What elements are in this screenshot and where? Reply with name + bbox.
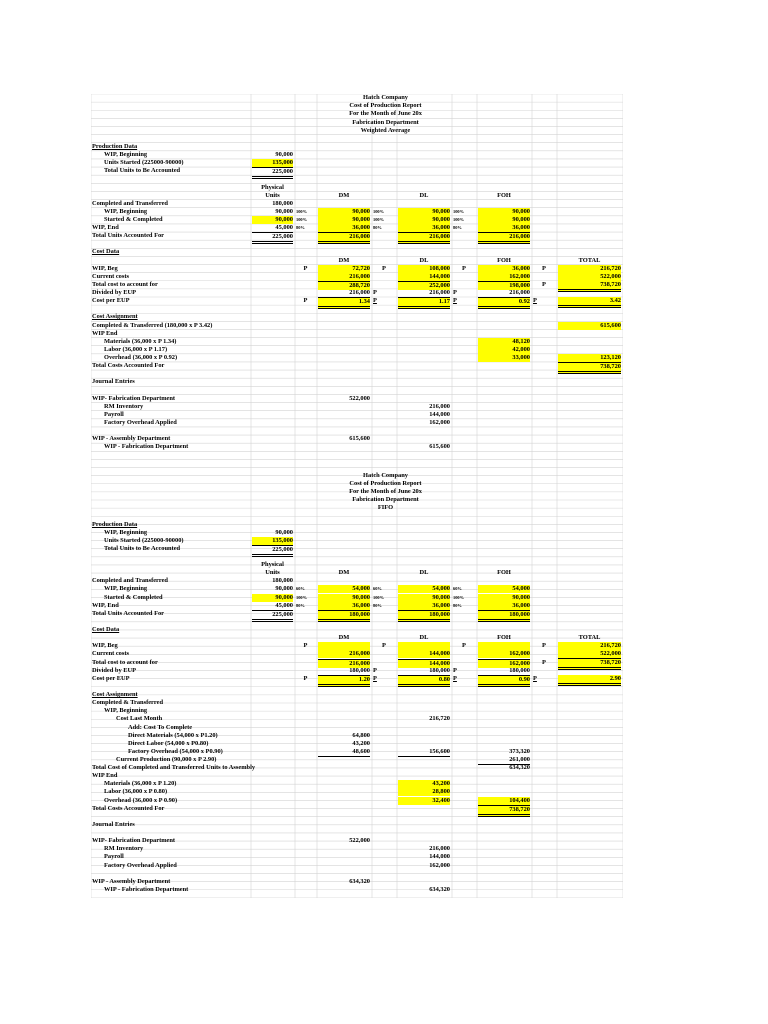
cost-total-label: Total cost to account for [92, 280, 158, 288]
peso-sign: P [373, 666, 377, 674]
cost-wip-beg-label: WIP, Beg [92, 642, 118, 650]
cost-last-month: 216,720 [429, 715, 450, 723]
cost-dm-header: DM [338, 634, 350, 642]
started-completed-dl: 90,000 [398, 594, 450, 602]
cost-current-dl: 144,000 [398, 273, 450, 281]
wip-end-labor-label: Labor (36,000 x P 0.80) [104, 788, 168, 796]
cost-assignment-heading: Cost Assignment [92, 691, 138, 699]
peso-sign: P [373, 297, 377, 305]
total-units-accounted: 225,000 [252, 610, 293, 622]
foh-header: FOH [497, 191, 511, 199]
cost-current-foh: 162,000 [478, 650, 530, 658]
cost-total-label: Total cost to account for [92, 658, 158, 666]
cost-wip-beg-total: 216,720 [558, 265, 621, 273]
cost-wip-beg-dm [318, 642, 370, 650]
complete-foh-label: Factory Overhead (54,000 x P0.90) [128, 747, 223, 755]
cost-dl-header: DL [419, 256, 429, 264]
journal-e2-credit-label: WIP - Fabrication Department [104, 443, 189, 451]
started-completed-foh: 90,000 [478, 594, 530, 602]
started-completed-dm: 90,000 [318, 594, 370, 602]
started-completed-dm-pct: 100% [296, 217, 307, 222]
divided-eup-foh: 180,000 [509, 666, 530, 674]
wip-beginning-dm-pct: 60% [296, 586, 305, 592]
divided-eup-foh: 216,000 [509, 289, 530, 297]
wip-end-materials: 43,200 [398, 780, 450, 788]
journal-e1-c2-label: Payroll [104, 410, 124, 418]
cost-current-total: 522,000 [558, 273, 621, 282]
journal-e1-c3-label: Factory Overhead Applied [104, 861, 177, 869]
cost-per-eup-dl: 0.80 [398, 675, 450, 687]
wip-end-physical: 45,000 [275, 601, 293, 609]
cost-total-total: 738,720 [558, 659, 621, 670]
cost-per-eup-total: 2.90 [558, 675, 621, 686]
journal-e2-debit: 634,320 [349, 877, 370, 885]
peso-sign: P [382, 642, 386, 650]
units-header: Units [265, 191, 280, 199]
peso-sign: P [542, 264, 546, 272]
report-period: For the Month of June 20x [349, 488, 422, 496]
started-completed-label: Started & Completed [104, 216, 163, 223]
wip-end-label: WIP, End [92, 601, 119, 609]
total-units-accounted-label: Total Units Accounted For [92, 609, 165, 617]
complete-foh: 48,600 [318, 748, 370, 757]
cost-total-header: TOTAL [578, 256, 601, 264]
journal-e1-debit-label: WIP- Fabrication Department [92, 394, 176, 402]
wip-end-materials-label: Materials (36,000 x P 1.34) [104, 337, 177, 345]
peso-sign: P [453, 297, 457, 305]
physical-header: Physical [261, 183, 284, 191]
wip-end-foh: 36,000 [478, 602, 530, 610]
journal-e1-debit: 522,000 [349, 394, 370, 402]
wip-beginning-physical: 90,000 [275, 585, 293, 593]
journal-e2-credit-label: WIP - Fabrication Department [104, 885, 189, 893]
wip-end-foh: 36,000 [478, 224, 530, 232]
wip-end-dl-pct: 80% [373, 225, 382, 231]
production-units-started: 135,000 [252, 159, 293, 167]
units-header: Units [265, 569, 280, 577]
current-production: 261,000 [478, 756, 530, 765]
physical-header: Physical [261, 561, 284, 569]
started-completed-physical: 90,000 [252, 594, 293, 602]
cost-current-foh: 162,000 [478, 273, 530, 281]
cost-wip-beg-foh [478, 642, 530, 650]
total-costs-accounted: 738,720 [478, 805, 530, 817]
total-eup-dm: 180,000 [318, 610, 370, 622]
completed-transferred-units: 180,000 [272, 199, 293, 207]
peso-sign: P [303, 674, 308, 682]
production-data-heading: Production Data [92, 520, 138, 528]
started-completed-foh-pct: 100% [453, 594, 464, 600]
total-completed: 634,320 [509, 764, 530, 772]
wip-beginning-label: WIP, Beginning [104, 585, 148, 593]
wip-beginning-dm-pct: 100% [296, 208, 307, 214]
total-costs-accounted-label: Total Costs Accounted For [92, 362, 165, 370]
wip-beginning-dl-pct: 60% [373, 586, 382, 592]
cost-foh-header: FOH [497, 256, 511, 264]
wip-end-label: WIP, End [92, 224, 119, 232]
total-costs-accounted-label: Total Costs Accounted For [92, 804, 165, 812]
report-title: Cost of Production Report [349, 102, 422, 110]
wip-end-overhead-label: Overhead (36,000 x P 0.92) [104, 354, 178, 362]
wip-end-dm: 36,000 [318, 224, 370, 232]
completed-transferred-cost-label: Completed & Transferred (180,000 x P 3.42) [92, 321, 213, 329]
cost-per-eup-total: 3.42 [558, 297, 621, 308]
divided-eup-dl: 216,000 [429, 289, 450, 297]
total-eup-dl: 180,000 [398, 610, 450, 622]
cost-per-eup-label: Cost per EUP [92, 297, 130, 305]
current-production-label: Current Production (90,000 x P 2.90) [116, 755, 217, 763]
report-department: Fabrication Department [352, 118, 419, 126]
wip-end-dm-pct: 80% [296, 225, 305, 231]
peso-sign: P [303, 264, 308, 272]
peso-sign: P [533, 297, 537, 305]
cost-per-eup-foh: 0.90 [478, 675, 530, 687]
journal-entries-heading: Journal Entries [92, 820, 135, 828]
cost-current-dm: 216,000 [318, 273, 370, 281]
cost-data-heading: Cost Data [92, 248, 120, 256]
completed-transferred-units: 180,000 [272, 577, 293, 585]
wip-beginning-foh-pct: 60% [453, 586, 462, 592]
journal-e2-debit: 615,600 [349, 435, 370, 443]
production-total-units: 225,000 [252, 167, 293, 179]
wip-end-dl: 36,000 [398, 224, 450, 232]
report-company: Hatch Company [363, 471, 408, 479]
wip-end-foh-pct: 80% [453, 225, 462, 231]
cost-total-foh: 198,000 [478, 281, 530, 290]
journal-e1-c2: 144,000 [429, 853, 450, 861]
production-wip-beg: 90,000 [275, 528, 293, 536]
wip-end-total: 123,120 [558, 354, 621, 362]
journal-e1-c1: 216,000 [429, 845, 450, 853]
dm-header: DM [338, 191, 350, 199]
cost-per-eup-label: Cost per EUP [92, 674, 130, 682]
report-department: Fabrication Department [352, 496, 419, 504]
journal-e1-c1-label: RM Inventory [104, 845, 144, 853]
journal-e1-c1-label: RM Inventory [104, 402, 144, 410]
dl-header: DL [419, 191, 429, 199]
complete-dm: 64,800 [352, 731, 370, 739]
completed-transferred-cost: 615,600 [558, 322, 621, 330]
cost-wip-beg-foh: 36,000 [478, 265, 530, 273]
wip-beg-total: 373,320 [509, 747, 530, 755]
journal-e2-credit: 634,320 [429, 885, 450, 893]
wip-beginning-dm: 90,000 [318, 208, 370, 216]
cost-total-dm: 288,720 [318, 281, 370, 290]
peso-sign: P [373, 289, 377, 297]
cost-wip-beg-total: 216,720 [558, 642, 621, 650]
wip-beginning-foh: 54,000 [478, 585, 530, 593]
journal-e1-c1: 216,000 [429, 402, 450, 410]
cost-per-eup-dm: 1.20 [318, 675, 370, 687]
peso-sign: P [542, 280, 546, 288]
wip-beginning-dl: 90,000 [398, 208, 450, 216]
complete-dm-label: Direct Materials (54,000 x P1.20) [128, 731, 218, 739]
production-wip-beg: 90,000 [275, 151, 293, 159]
peso-sign: P [542, 642, 546, 650]
divided-eup-dm: 180,000 [349, 666, 370, 674]
production-wip-beg-label: WIP, Beginning [104, 151, 148, 159]
wip-end-materials: 48,120 [478, 338, 530, 346]
total-completed-label: Total Cost of Completed and Transferred Units to Assembly [92, 764, 256, 772]
cost-total-header: TOTAL [578, 634, 601, 642]
production-total-units: 225,000 [252, 545, 293, 557]
wip-end-dl-pct: 80% [373, 602, 382, 608]
wip-end-physical: 45,000 [275, 224, 293, 232]
wip-beginning-physical: 90,000 [275, 207, 293, 215]
cost-wip-beg-dm: 72,720 [318, 265, 370, 273]
cost-total-dl: 144,000 [398, 659, 450, 668]
complete-dl-label: Direct Labor (54,000 x P0.80) [128, 739, 209, 747]
production-wip-beg-label: WIP, Beginning [104, 528, 148, 536]
cost-foh-header: FOH [497, 634, 511, 642]
total-costs-accounted: 738,720 [558, 362, 621, 374]
cost-current-label: Current costs [92, 272, 129, 280]
cost-total-dm: 216,000 [318, 659, 370, 668]
cost-last-month-label: Cost Last Month [116, 715, 163, 723]
production-data-heading: Production Data [92, 142, 138, 150]
peso-sign: P [382, 264, 386, 272]
wip-end-dm: 36,000 [318, 602, 370, 610]
started-completed-dl: 90,000 [398, 216, 450, 224]
started-completed-dl-pct: 100% [373, 217, 384, 222]
complete-dl: 43,200 [352, 739, 370, 747]
completed-transferred-label: Completed & Transferred [92, 699, 163, 707]
cost-per-eup-foh: 0.92 [478, 297, 530, 309]
wip-end-labor: 28,800 [398, 788, 450, 796]
cost-current-total: 522,000 [558, 650, 621, 659]
wip-beginning-dm: 54,000 [318, 585, 370, 593]
journal-e1-c3: 162,000 [429, 419, 450, 426]
wip-end-labor: 42,000 [478, 346, 530, 354]
wip-end-label: WIP End [92, 772, 118, 780]
production-total-units-label: Total Units to Be Accounted [104, 167, 181, 175]
cost-current-dl: 144,000 [398, 650, 450, 658]
total-eup-foh: 180,000 [478, 610, 530, 622]
wip-end-dl: 36,000 [398, 602, 450, 610]
peso-sign: P [303, 297, 308, 305]
spreadsheet-page [91, 94, 623, 898]
started-completed-dm: 90,000 [318, 216, 370, 224]
journal-e2-credit: 615,600 [429, 443, 450, 451]
wip-end-foh-pct: 80% [453, 602, 462, 608]
report-company: Hatch Company [363, 94, 408, 102]
cost-current-label: Current costs [92, 650, 129, 658]
journal-e1-c2-label: Payroll [104, 853, 124, 861]
total-eup-dl: 216,000 [398, 232, 450, 244]
report-title: Cost of Production Report [349, 479, 422, 487]
peso-sign: P [453, 289, 457, 297]
divided-eup-dl: 180,000 [429, 666, 450, 674]
peso-sign: P [542, 658, 546, 666]
started-completed-dm-pct: 100% [296, 594, 307, 600]
completed-transferred-label: Completed and Transferred [92, 577, 168, 585]
total-eup-dm: 216,000 [318, 232, 370, 244]
journal-e1-c2: 144,000 [429, 410, 450, 418]
wip-beginning-label: WIP, Beginning [104, 207, 148, 215]
complete-sum: 156,600 [398, 748, 450, 757]
started-completed-physical: 90,000 [252, 216, 293, 224]
journal-entries-heading: Journal Entries [92, 378, 135, 386]
cost-wip-beg-dl [398, 642, 450, 650]
cost-current-dm: 216,000 [318, 650, 370, 658]
foh-header: FOH [497, 569, 511, 577]
cost-wip-beg-label: WIP, Beg [92, 264, 118, 272]
divided-eup-label: Divided by EUP [92, 289, 137, 297]
journal-e1-c3-label: Factory Overhead Applied [104, 419, 177, 426]
cost-dl-header: DL [419, 634, 429, 642]
peso-sign: P [303, 642, 308, 650]
journal-e1-c3: 162,000 [429, 861, 450, 869]
assign-wip-beg-label: WIP, Beginning [104, 707, 148, 715]
wip-end-labor-label: Labor (36,000 x P 1.17) [104, 345, 168, 353]
peso-sign: P [453, 674, 457, 682]
started-completed-label: Started & Completed [104, 593, 163, 601]
report-method: Weighted Average [360, 126, 411, 134]
peso-sign: P [462, 642, 466, 650]
add-cost-to-complete-label: Add: Cost To Complete [128, 723, 193, 731]
cost-per-eup-dl: 1.17 [398, 297, 450, 309]
wip-beginning-foh: 90,000 [478, 208, 530, 216]
total-units-accounted: 225,000 [252, 232, 293, 244]
cost-total-total: 738,720 [558, 281, 621, 292]
wip-beginning-foh-pct: 100% [453, 208, 464, 214]
cost-data-heading: Cost Data [92, 626, 120, 634]
cost-wip-beg-dl: 108,000 [398, 265, 450, 273]
production-total-units-label: Total Units to Be Accounted [104, 544, 181, 552]
cost-dm-header: DM [338, 256, 350, 264]
dm-header: DM [338, 569, 350, 577]
started-completed-dl-pct: 100% [373, 594, 384, 600]
dl-header: DL [419, 569, 429, 577]
wip-end-overhead-label: Overhead (36,000 x P 0.90) [104, 796, 178, 804]
peso-sign: P [373, 674, 377, 682]
journal-e2-debit-label: WIP - Assembly Department [92, 435, 171, 443]
cost-assignment-heading: Cost Assignment [92, 313, 138, 321]
started-completed-foh: 90,000 [478, 216, 530, 224]
journal-e1-debit: 522,000 [349, 837, 370, 845]
completed-transferred-label: Completed and Transferred [92, 199, 168, 207]
wip-end-overhead: 33,000 [478, 354, 530, 362]
production-units-started: 135,000 [252, 537, 293, 545]
wip-end-label: WIP End [92, 329, 118, 337]
report-period: For the Month of June 20x [349, 110, 422, 118]
peso-sign: P [533, 674, 537, 682]
production-units-started-label: Units Started (225000-90000) [104, 536, 184, 544]
cost-per-eup-dm: 1.34 [318, 297, 370, 309]
wip-beginning-dl-pct: 100% [373, 208, 384, 214]
total-units-accounted-label: Total Units Accounted For [92, 232, 165, 240]
report-method: FIFO [377, 504, 394, 512]
wip-end-overhead: 32,400 [398, 797, 450, 805]
journal-e2-debit-label: WIP - Assembly Department [92, 877, 171, 885]
wip-beginning-dl: 54,000 [398, 585, 450, 593]
journal-e1-debit-label: WIP- Fabrication Department [92, 837, 176, 845]
production-units-started-label: Units Started (225000-90000) [104, 159, 184, 167]
peso-sign: P [453, 666, 457, 674]
wip-end-dm-pct: 80% [296, 602, 305, 608]
cost-total-foh: 162,000 [478, 659, 530, 668]
peso-sign: P [462, 264, 466, 272]
wip-end-materials-label: Materials (36,000 x P 1.20) [104, 780, 177, 788]
wip-end-total: 104,400 [478, 797, 530, 805]
total-eup-foh: 216,000 [478, 232, 530, 244]
cost-total-dl: 252,000 [398, 281, 450, 290]
started-completed-foh-pct: 100% [453, 217, 464, 222]
divided-eup-dm: 216,000 [349, 289, 370, 297]
divided-eup-label: Divided by EUP [92, 666, 137, 674]
